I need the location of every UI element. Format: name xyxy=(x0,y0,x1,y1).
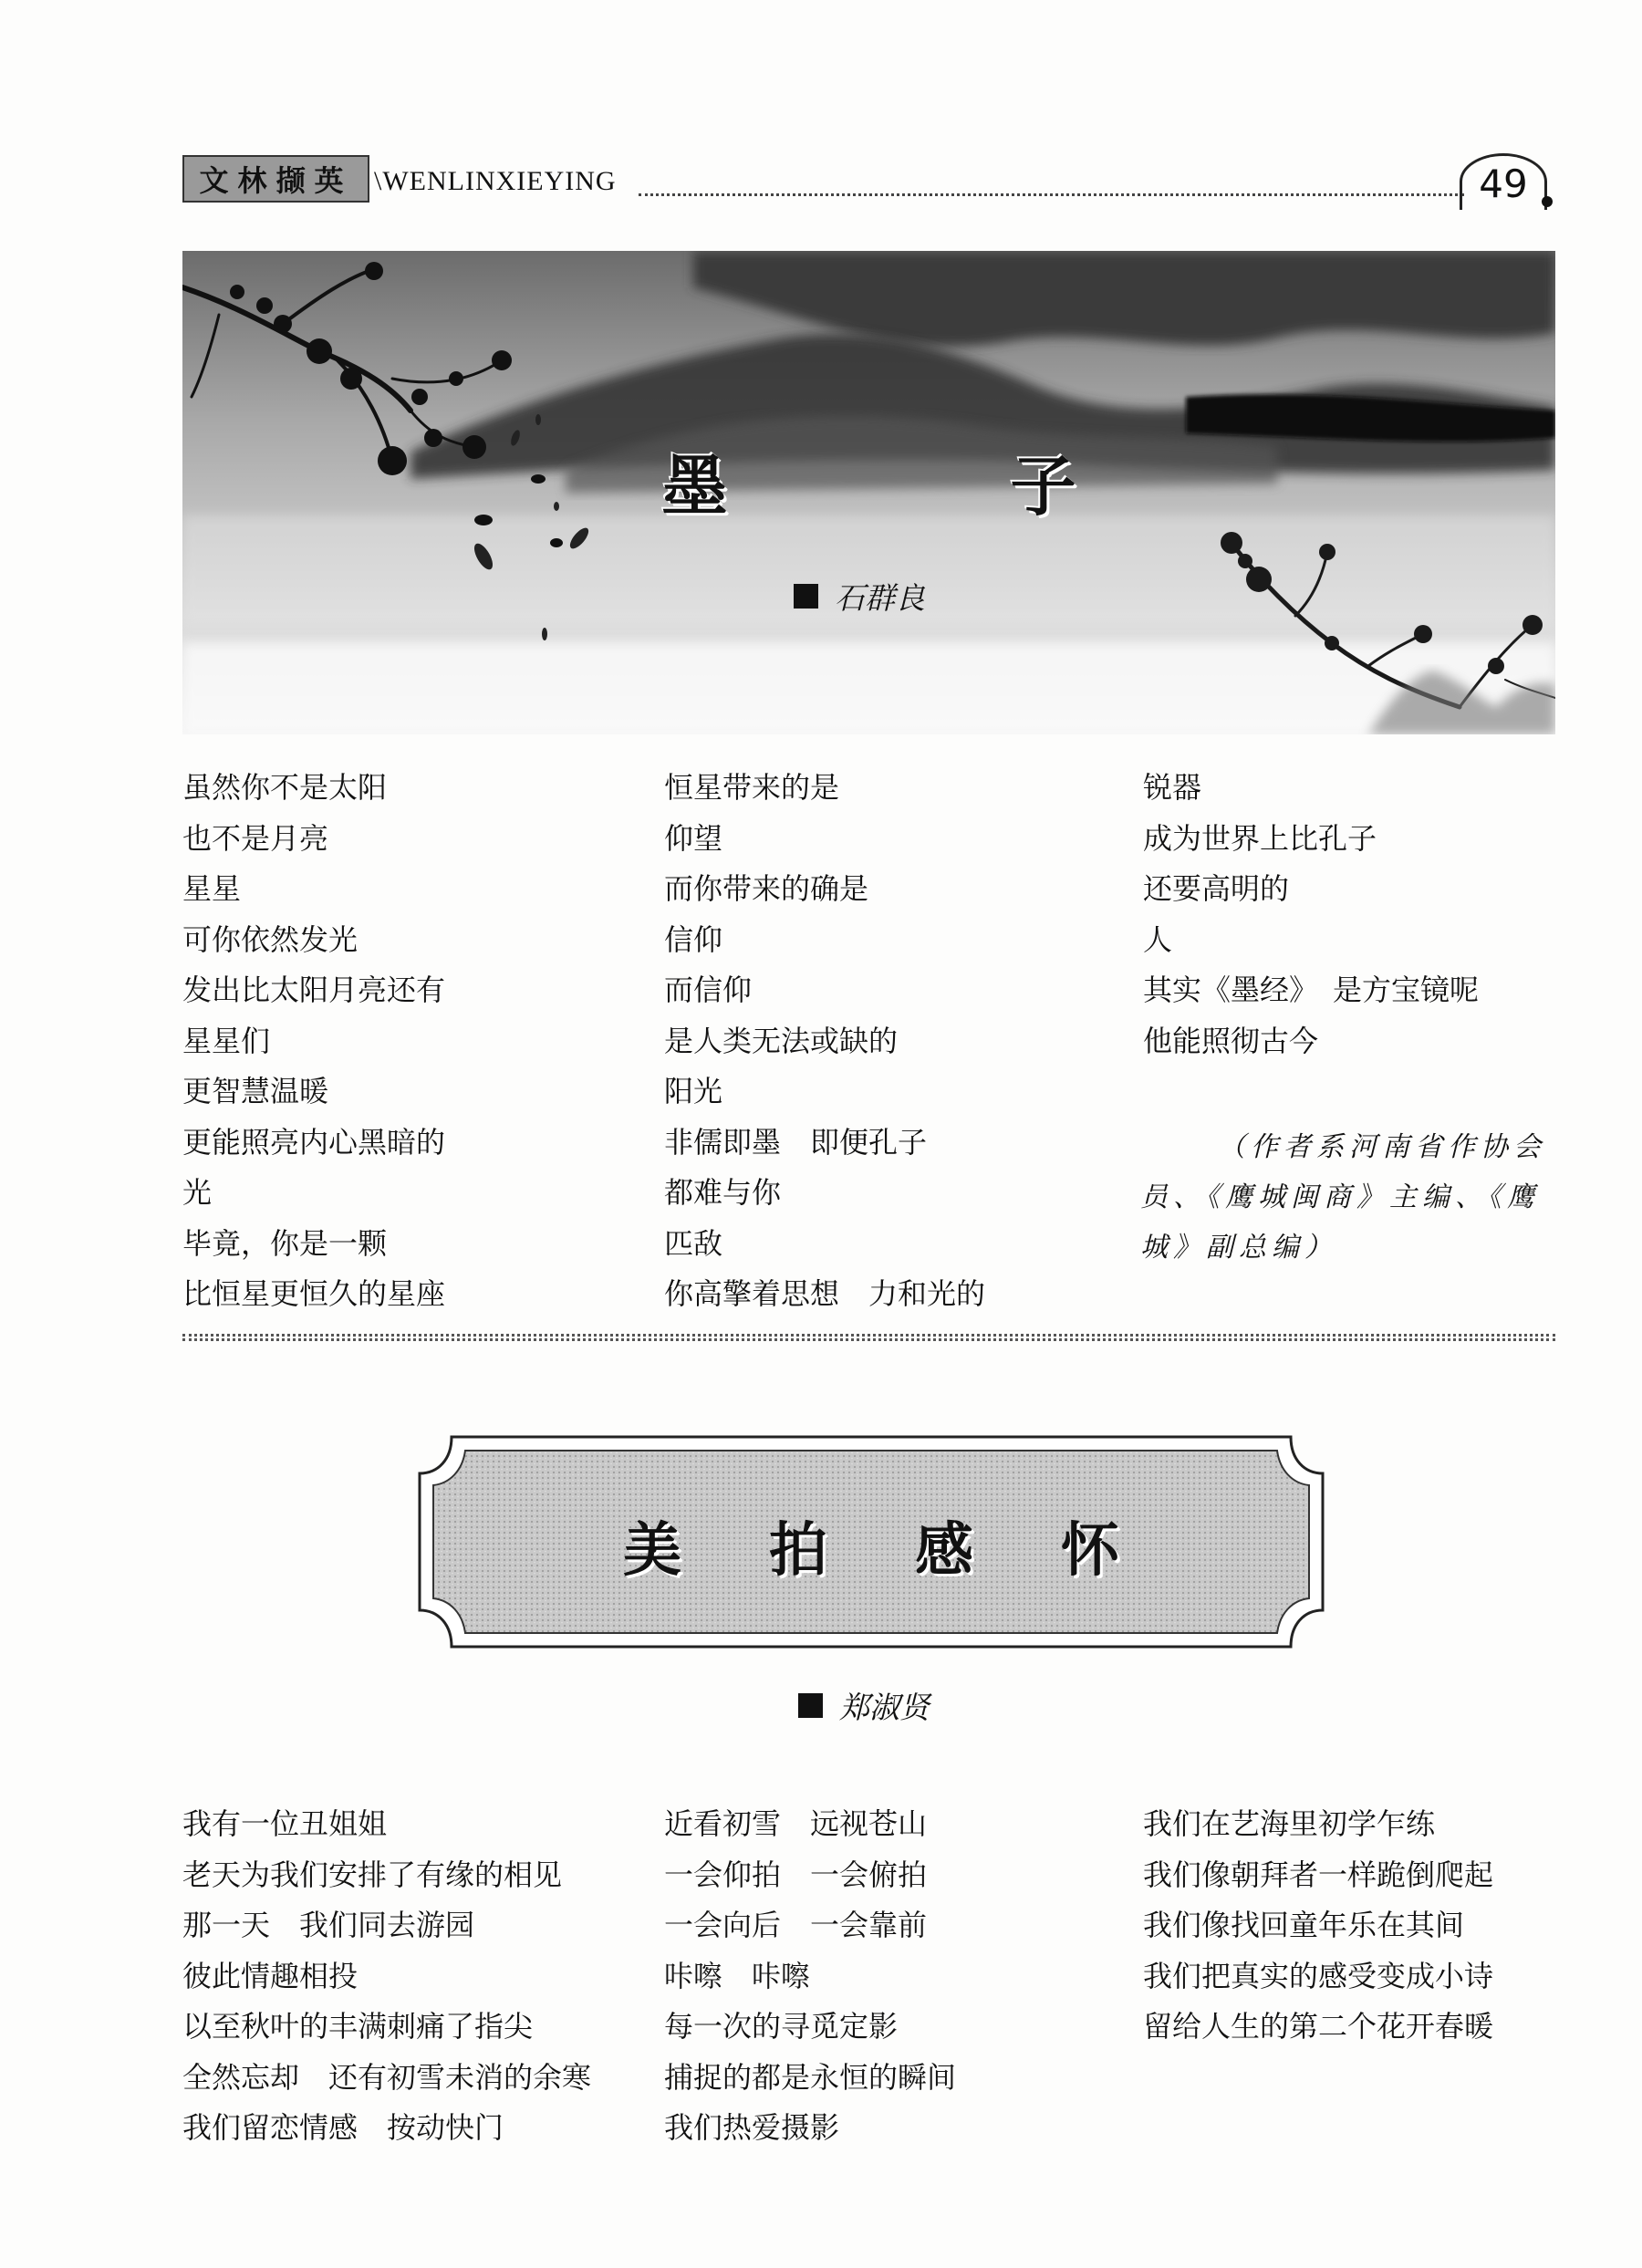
poem-line: 非儒即墨 即便孔子 xyxy=(664,1124,928,1160)
poem-line: 也不是月亮 xyxy=(182,820,329,856)
poem-line: 近看初雪 远视苍山 xyxy=(664,1806,928,1841)
section-divider xyxy=(182,1334,1555,1341)
poem-line: 留给人生的第二个花开春暖 xyxy=(1143,2009,1494,2044)
poem-line: 其实《墨经》 是方宝镜呢 xyxy=(1143,973,1480,1007)
poem-title-char: 墨 xyxy=(661,448,728,525)
poem-line: 匹敌 xyxy=(664,1225,723,1261)
poem-line: 他能照彻古今 xyxy=(1143,1023,1319,1058)
page-number: 49 xyxy=(1460,153,1547,210)
poem-line: 更能照亮内心黑暗的 xyxy=(182,1124,446,1160)
poem2-column-3 xyxy=(1143,1799,1493,2053)
poem-line: 一会向后 一会靠前 xyxy=(664,1908,928,1942)
poem-line: 捕捉的都是永恒的瞬间 xyxy=(664,2059,957,2095)
author-square-icon xyxy=(794,584,818,609)
author-name: 郑淑贤 xyxy=(839,1690,930,1725)
author-byline-2 xyxy=(798,1684,930,1727)
poem-line: 而信仰 xyxy=(664,973,753,1007)
poem-line: 你高擎着思想 力和光的 xyxy=(664,1276,986,1311)
header-divider xyxy=(639,193,1464,196)
poem-line: 恒星带来的是 xyxy=(664,770,840,805)
poem-line: 以至秋叶的丰满刺痛了指尖 xyxy=(182,2009,534,2044)
poem-line: 虽然你不是太阳 xyxy=(182,770,388,805)
poem-line: 人 xyxy=(1143,921,1173,957)
poem-line: 一会仰拍 一会俯拍 xyxy=(664,1857,928,1892)
poem2-title-char: 美 xyxy=(623,1517,681,1585)
poem-line: 都难与你 xyxy=(664,1175,782,1210)
poem-line: 是人类无法或缺的 xyxy=(664,1023,899,1058)
poem-line: 我们把真实的感受变成小诗 xyxy=(1143,1958,1494,1993)
poem-title-char: 子 xyxy=(1010,448,1076,525)
poem-line: 我们热爱摄影 xyxy=(664,2110,840,2145)
poem-line: 更智慧温暖 xyxy=(182,1074,329,1108)
poem2-title-char: 感 xyxy=(915,1517,973,1585)
poem-line: 还要高明的 xyxy=(1143,871,1290,906)
poem-line: 锐器 xyxy=(1143,770,1202,805)
poem-line: 我们像找回童年乐在其间 xyxy=(1143,1908,1465,1942)
poem-line: 而你带来的确是 xyxy=(664,871,869,906)
poem-title xyxy=(182,433,1555,528)
poem-line: 星星 xyxy=(182,871,242,906)
poem-line: 我们留恋情感 按动快门 xyxy=(182,2110,504,2145)
poem2-title xyxy=(415,1503,1327,1587)
poem-line: 阳光 xyxy=(664,1074,723,1108)
poem-line: 老天为我们安排了有缘的相见 xyxy=(182,1857,563,1892)
author-square-icon xyxy=(798,1693,823,1718)
poem-line: 彼此情趣相投 xyxy=(182,1958,359,1993)
poem2-column-2 xyxy=(664,1799,956,2154)
poem2-title-char: 怀 xyxy=(1061,1517,1119,1585)
poem-line: 仰望 xyxy=(664,820,723,856)
poem-column-2 xyxy=(664,763,985,1320)
poem-line: 比恒星更恒久的星座 xyxy=(182,1276,446,1311)
poem-line: 我们像朝拜者一样跪倒爬起 xyxy=(1143,1857,1494,1892)
poem-line: 那一天 我们同去游园 xyxy=(182,1908,475,1942)
poem-column-3 xyxy=(1143,763,1479,1066)
author-byline xyxy=(794,575,925,618)
poem-line: 全然忘却 还有初雪未消的余寒 xyxy=(182,2059,592,2095)
poem-line: 每一次的寻觅定影 xyxy=(664,2009,899,2044)
poem-line: 可你依然发光 xyxy=(182,921,359,957)
poem-line: 我们在艺海里初学乍练 xyxy=(1143,1806,1436,1841)
poem-line: 信仰 xyxy=(664,921,723,957)
poem-line: 星星们 xyxy=(182,1023,271,1058)
poem-line: 咔嚓 咔嚓 xyxy=(664,1958,811,1993)
section-tag: 文林撷英 xyxy=(182,155,369,203)
poem-line: 毕竟，你是一颗 xyxy=(182,1225,388,1261)
author-note: （作者系河南省作协会员、《鹰城闽商》主编、《鹰城》副总编） xyxy=(1140,1131,1546,1264)
poem-line: 光 xyxy=(182,1175,213,1210)
poem2-title-char: 拍 xyxy=(769,1517,827,1585)
poem-column-1 xyxy=(182,763,445,1320)
poem-line: 发出比太阳月亮还有 xyxy=(182,973,446,1007)
section-title-en: \WENLINXIEYING xyxy=(374,166,617,196)
poem-line: 我有一位丑姐姐 xyxy=(182,1806,388,1841)
poem-line: 成为世界上比孔子 xyxy=(1143,820,1377,856)
author-name: 石群良 xyxy=(835,580,925,616)
page-number-dot xyxy=(1542,196,1553,207)
poem2-column-1 xyxy=(182,1799,591,2154)
